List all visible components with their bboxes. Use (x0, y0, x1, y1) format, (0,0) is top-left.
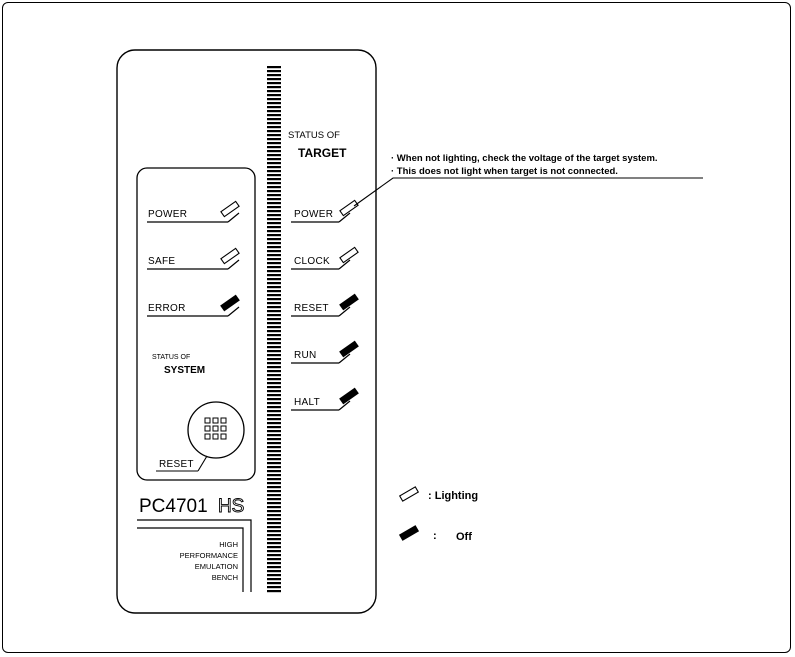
target-indicator-label: RESET (294, 303, 329, 314)
system-indicator-label: SAFE (148, 256, 176, 267)
bench-line: PERFORMANCE (179, 551, 238, 560)
legend-lighting-icon (400, 487, 419, 501)
model-suffix: HS (217, 496, 245, 517)
bench-line: BENCH (211, 573, 238, 582)
target-indicator-label: HALT (294, 397, 321, 408)
target-indicator-label: RUN (294, 350, 317, 361)
target-indicator-power (291, 200, 358, 222)
target-indicator-label: CLOCK (294, 256, 330, 267)
target-indicator-reset (291, 294, 358, 316)
reset-button (156, 402, 244, 471)
legend-off-label: Off (456, 531, 472, 543)
system-indicator-label: POWER (148, 209, 188, 220)
target-status-title-small: STATUS OF (288, 130, 340, 141)
led-lighting-icon (221, 201, 239, 216)
target-indicator-halt (291, 388, 358, 410)
system-status-title-large: SYSTEM (164, 365, 206, 376)
system-indicator-label: ERROR (148, 303, 186, 314)
system-indicator-power (147, 201, 239, 222)
led-off-icon (221, 295, 239, 310)
system-indicator-safe (147, 248, 239, 269)
target-indicator-run (291, 341, 358, 363)
bench-line: EMULATION (194, 562, 238, 571)
legend (400, 487, 478, 543)
bench-line: HIGH (219, 540, 238, 549)
system-indicator-error (147, 295, 239, 316)
system-status-title-small: STATUS OF (152, 354, 191, 361)
led-lighting-icon (221, 248, 239, 263)
note-line-2: · This does not light when target is not connected. (391, 166, 618, 177)
note-leader-line (354, 178, 703, 206)
legend-lighting-label: : Lighting (428, 490, 479, 502)
legend-off-icon (400, 526, 419, 540)
model-name: PC4701 HS (139, 496, 245, 517)
ventilation-strip (267, 66, 281, 592)
legend-off-colon: : (433, 530, 437, 542)
target-indicator-label: POWER (294, 209, 334, 220)
target-indicator-clock (291, 247, 358, 269)
note-line-1: · When not lighting, check the voltage of the target system. (391, 153, 658, 164)
reset-button-label: RESET (159, 459, 194, 470)
target-status-title-large: TARGET (298, 146, 347, 160)
